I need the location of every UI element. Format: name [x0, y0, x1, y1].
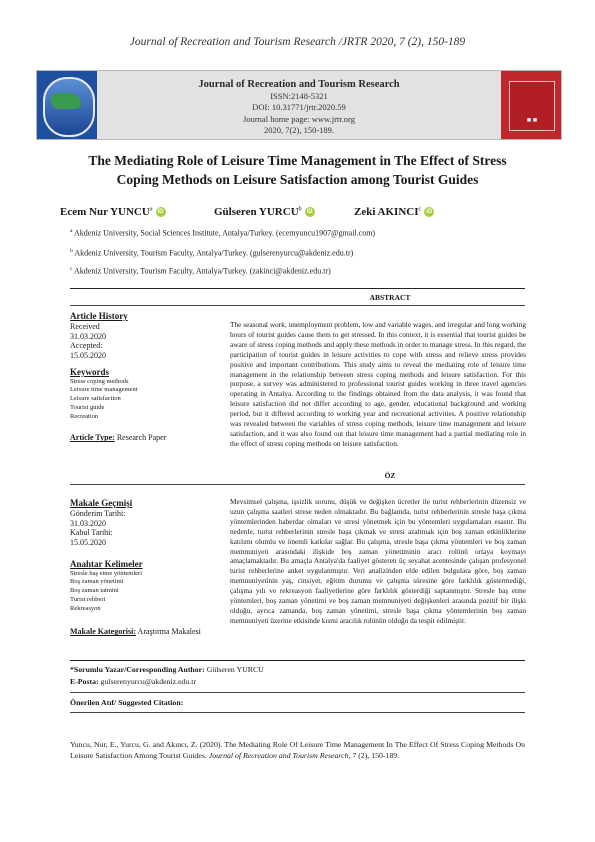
banner-issue: 2020, 7(2), 150-189. — [263, 125, 335, 135]
journal-banner — [36, 70, 562, 140]
banner-title: Journal of Recreation and Tourism Research — [198, 79, 400, 90]
oz-body: Mevsimsel çalışma, işsizlik sorunu, düşük ve değişken ücretler ile turist rehberlerinin düzensiz ve uzun çalışma saatleri strese neden olmaktadır. Bu bağlamda, turist rehberlerinin stresle başa çıkma yöntemlerinden haberdar olmaları ve stresi yönetmek için bu yöntemleri uygulamaları esastır. Bu nedenle, turist rehberlerinin stresle başa çıkmak ve stresi azaltmak için boş zaman etkinliklerine katılımı olumlu ve önemli katkılar sağlar. Bu çalışma, stresle başa çıkma yöntemleri ve boş zaman memnuniyeti arasındaki ilişkide boş zaman yönetiminin aracı rolünü ortaya koymayı amaçlamaktadır. Bu amaçla Antalya'da faaliyet gösteren üç seyahat acentesinde çalışan profesyonel turist rehberlerine anket uygulanmıştır. Veri analizinden elde edilen bulgulara göre, boş zaman memnuniyetinin yaş, cinsiyet, eğitim durumu ve çalışma süresine göre farklılık göstermediği, çalışma yılı ve rekreasyon faaliyetlerine göre farklılık gösterdiği saptanmıştır. Stresle baş etme yöntemleri, boş zaman yönetimi ve boş zaman memnuniyeti değişkenleri arasında pozitif bir ilişki olduğu, ayrıca zamanda, boş zaman yönetimi, stresle başa çıkma yöntemlerinin boş zaman memnuniyeti üzerine etkisinde kısmi aracılık rolünün olduğu da tespit edilmiştir. — [230, 497, 526, 625]
affiliation-c: $^c$ Akdeniz University, Tourism Faculty, Antalya/Turkey. (zakinci@akdeniz.edu.tr) — [70, 266, 331, 276]
email-link[interactable]: gulserenyurcu@akdeniz.edu.tr — [100, 677, 197, 686]
corresponding-author: *Sorumlu Yazar/Corresponding Author: Gülseren YURCU — [70, 665, 264, 674]
keyword-item: Leisure time management — [70, 386, 138, 394]
accepted-date: 15.05.2020 — [70, 351, 106, 361]
anahtar-kelime-item: Stresle baş etme yöntemleri — [70, 569, 143, 577]
abstract-body: The seasonal work, unemployment problem, low and variable wages, and irregular and long working hours of tourist guides cause them to get stressed. In this context, it is essential that tourist guides be aware of stress coping methods and apply these methods in order to manage stress. In this regard, the participation of tourist guides in leisure activities to cope with stress and relieve stress provides positive and important contributions. This study aims to reveal the mediating role of leisure time management in the relationship between stress coping methods and leisure satisfaction. For this purpose, a survey was administered to professional tourist guides working in three travel agencies operating in Antalya. According to the findings obtained from the data analysis, it was found that leisure satisfaction did not differ according to age, gender, educational background and working period, but it differed according to working year and recreational activities. A positive relationship was revealed between the variables of stress coping methods, leisure time management and leisure satisfaction, and it was also found out that leisure time management had a partial mediating role in the effect of stress coping methods on leisure satisfaction. — [230, 320, 526, 448]
article-type: Article Type: Research Paper — [70, 433, 167, 443]
banner-homepage[interactable]: Journal home page: www.jrtr.org — [243, 113, 355, 124]
affiliation-a: $^a$ Akdeniz University, Social Sciences Institute, Antalya/Turkey. (ecemyuncu1907@gmail.com) — [70, 228, 376, 238]
keyword-item: Stress coping methods — [70, 377, 129, 385]
received-label: Received — [70, 321, 100, 331]
author-list — [60, 206, 560, 224]
email-line: E-Posta: gulserenyurcu@akdeniz.edu.tr — [70, 677, 197, 686]
divider — [70, 484, 525, 485]
anahtar-kelime-item: Rekreasyon — [70, 604, 101, 612]
makale-kategorisi: Makale Kategorisi: Araştırma Makalesi — [70, 627, 201, 637]
anahtar-kelime-item: Boş zaman yönetimi — [70, 578, 124, 586]
paper-title-line1: The Mediating Role of Leisure Time Management in The Effect of Stress — [88, 153, 507, 168]
received-date: 31.03.2020 — [70, 331, 106, 341]
orcid-icon[interactable]: iD — [426, 209, 433, 215]
oz-heading: ÖZ — [384, 471, 396, 480]
article-history-heading: Article History — [70, 311, 128, 321]
divider — [70, 660, 525, 661]
keyword-item: Leisure satisfaction — [70, 395, 121, 403]
orcid-icon[interactable]: iD — [306, 209, 313, 215]
article-info-sidebar — [70, 312, 220, 443]
divider — [70, 305, 525, 306]
author-3: Zeki AKINCI$^c$ iD — [354, 206, 433, 218]
paper-title — [50, 151, 545, 189]
banner-doi: DOI: 10.31771/jrtr.2020.59 — [252, 102, 346, 112]
divider — [70, 712, 525, 713]
gonderim-date: 31.03.2020 — [70, 518, 106, 528]
journal-logo-left — [37, 71, 97, 139]
anahtar-kelime-item: Turist rehberi — [70, 595, 106, 603]
divider — [70, 692, 525, 693]
suggested-citation: Yuncu, Nur, E., Yurcu, G. and Akıncı, Z. (2020). The Mediating Role Of Leisure Time Management In The Effect Of Stress Coping Methods On Leisure Satisfaction Among Tourist Guides. Journal of Recreation and Tourism Research, 7 (2), 150-189. — [70, 740, 525, 760]
makale-gecmisi-heading: Makale Geçmişi — [70, 498, 133, 508]
paper-title-line2: Coping Methods on Leisure Satisfaction among Tourist Guides — [116, 172, 479, 187]
kabul-date: 15.05.2020 — [70, 538, 106, 548]
keywords-heading: Keywords — [70, 366, 109, 377]
anahtar-kelimeler-heading: Anahtar Kelimeler — [70, 558, 143, 569]
banner-text — [97, 71, 501, 139]
orcid-icon[interactable]: iD — [157, 209, 164, 215]
journal-cover-right: ■ ■ — [501, 71, 561, 139]
author-2: Gülseren YURCU$^b$ iD — [214, 206, 313, 218]
author-1: Ecem Nur YUNCU$^a$ iD — [60, 206, 164, 218]
makale-info-sidebar — [70, 499, 220, 637]
accepted-label: Accepted: — [70, 341, 103, 351]
keyword-item: Tourist guide — [70, 403, 105, 411]
affiliation-b: $^b$ Akdeniz University, Tourism Faculty, Antalya/Turkey. (gulserenyurcu@akdeniz.edu.tr) — [70, 248, 354, 258]
journal-citation-line: Journal of Recreation and Tourism Research /JRTR 2020, 7 (2), 150-189 — [129, 36, 466, 48]
abstract-heading: ABSTRACT — [369, 293, 411, 302]
anahtar-kelime-item: Boş zaman tatmini — [70, 587, 119, 595]
kabul-label: Kabul Tarihi: — [70, 528, 113, 538]
divider — [70, 288, 525, 289]
banner-issn: ISSN:2148-5321 — [270, 90, 328, 101]
gonderim-label: Gönderim Tarihi: — [70, 508, 126, 518]
citation-heading: Önerilen Atıf/ Suggested Citation: — [70, 698, 184, 707]
keyword-item: Recreation — [70, 412, 99, 420]
